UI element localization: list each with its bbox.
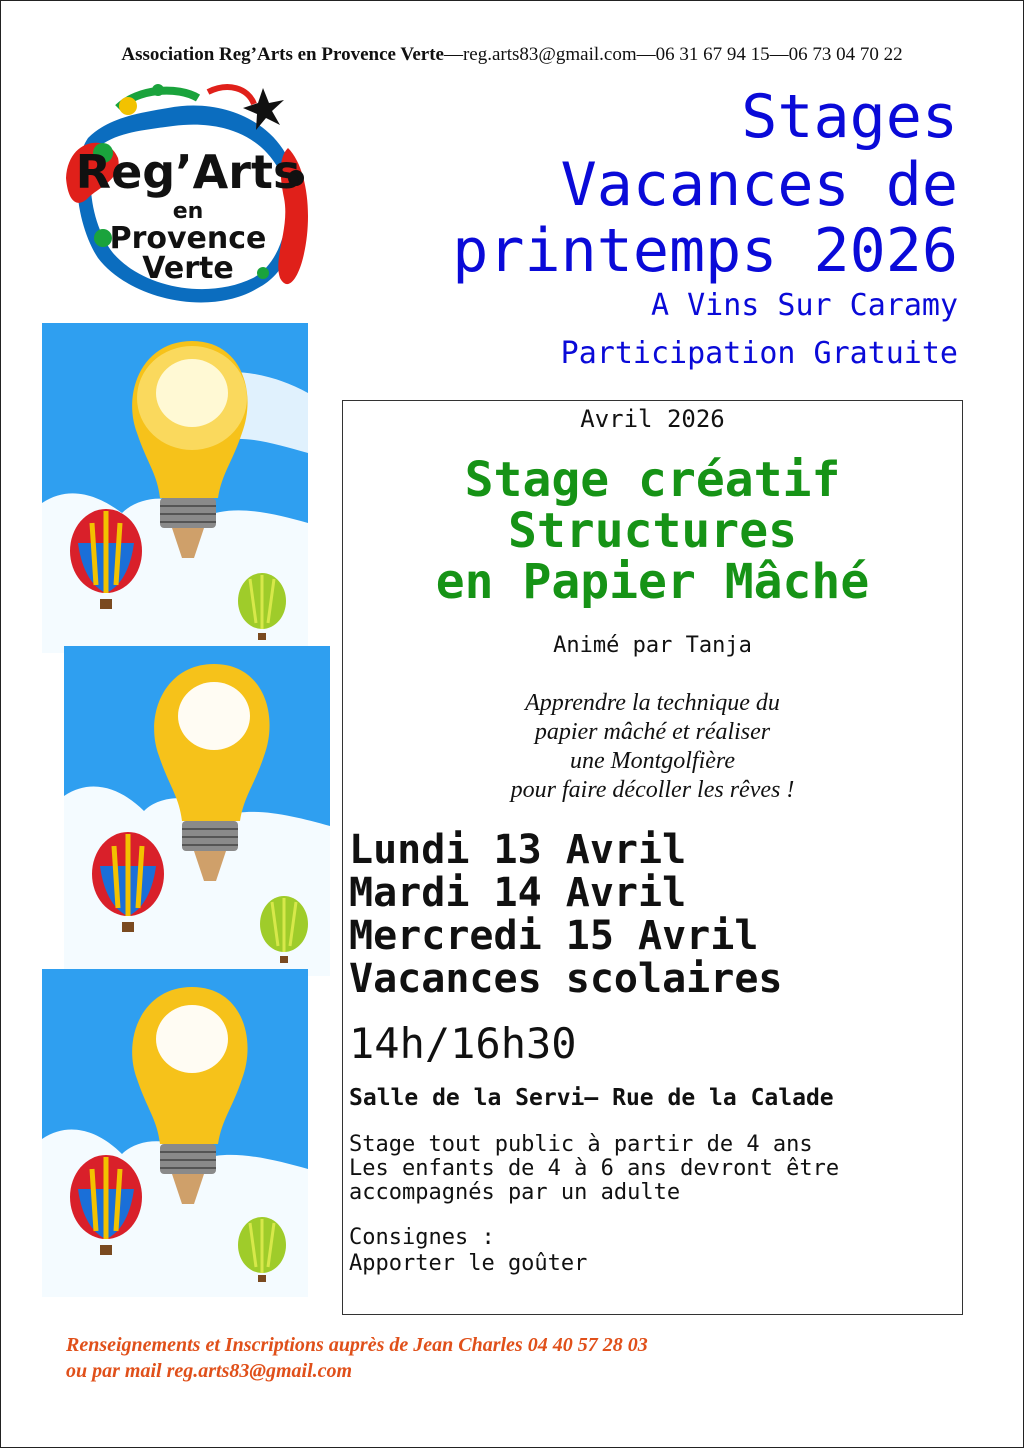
stage-audience-info — [349, 1133, 839, 1205]
date-line: Vacances scolaires — [349, 956, 783, 1002]
description-line: Apprendre la technique du — [525, 690, 780, 716]
title-line-3: printemps 2026 — [452, 216, 958, 286]
description-line: une Montgolfière — [569, 748, 736, 774]
month-label: Avril 2026 — [580, 405, 725, 433]
stage-title-line: Structures — [508, 503, 797, 559]
association-name: Association Reg’Arts en Provence Verte — [121, 44, 444, 65]
stage-title — [343, 452, 962, 610]
date-line: Mardi 14 Avril — [349, 870, 687, 916]
stage-info-box — [342, 400, 963, 1315]
description-line: pour faire décoller les rêves ! — [510, 777, 795, 803]
footer-line-2: ou par mail reg.arts83@gmail.com — [66, 1360, 353, 1382]
stage-place: Salle de la Servi– Rue de la Calade — [349, 1085, 834, 1111]
contact-info: —reg.arts83@gmail.com—06 31 67 94 15—06 73 04 70 22 — [443, 44, 903, 65]
illustration-panel-2 — [64, 646, 330, 976]
info-line: accompagnés par un adulte — [349, 1180, 681, 1205]
date-line: Mercredi 15 Avril — [349, 913, 759, 959]
consignes-line: Consignes : — [349, 1225, 495, 1250]
illustration-panel-1 — [42, 323, 308, 653]
header-contact-line — [0, 44, 1024, 66]
info-line: Stage tout public à partir de 4 ans — [349, 1132, 813, 1157]
title-line-2: Vacances de — [560, 150, 958, 220]
svg-text:Verte: Verte — [142, 251, 234, 286]
stage-description — [343, 689, 962, 805]
title-line-1: Stages — [741, 82, 958, 152]
consignes-line: Apporter le goûter — [349, 1251, 588, 1276]
description-line: papier mâché et réaliser — [534, 719, 771, 745]
info-line: Les enfants de 4 à 6 ans devront être — [349, 1156, 840, 1181]
svg-text:en: en — [172, 199, 204, 224]
animator-text: Animé par Tanja — [553, 633, 752, 658]
regarts-logo — [58, 78, 318, 323]
participation-text: Participation Gratuite — [560, 336, 958, 371]
stage-dates — [349, 829, 782, 1001]
illustration-panel-3 — [42, 969, 308, 1297]
stage-title-line: en Papier Mâché — [435, 554, 870, 610]
svg-text:Provence: Provence — [109, 221, 267, 256]
location-text: A Vins Sur Caramy — [650, 288, 958, 323]
stage-time: 14h/16h30 — [349, 1019, 577, 1068]
stage-title-line: Stage créatif — [464, 452, 841, 508]
date-line: Lundi 13 Avril — [349, 827, 687, 873]
footer-registration — [66, 1332, 648, 1384]
logo-regarts-text: Reg’Arts — [75, 145, 301, 199]
stage-consignes — [349, 1225, 587, 1277]
footer-line-1: Renseignements et Inscriptions auprès de Jean Charles 04 40 57 28 03 — [66, 1334, 648, 1356]
